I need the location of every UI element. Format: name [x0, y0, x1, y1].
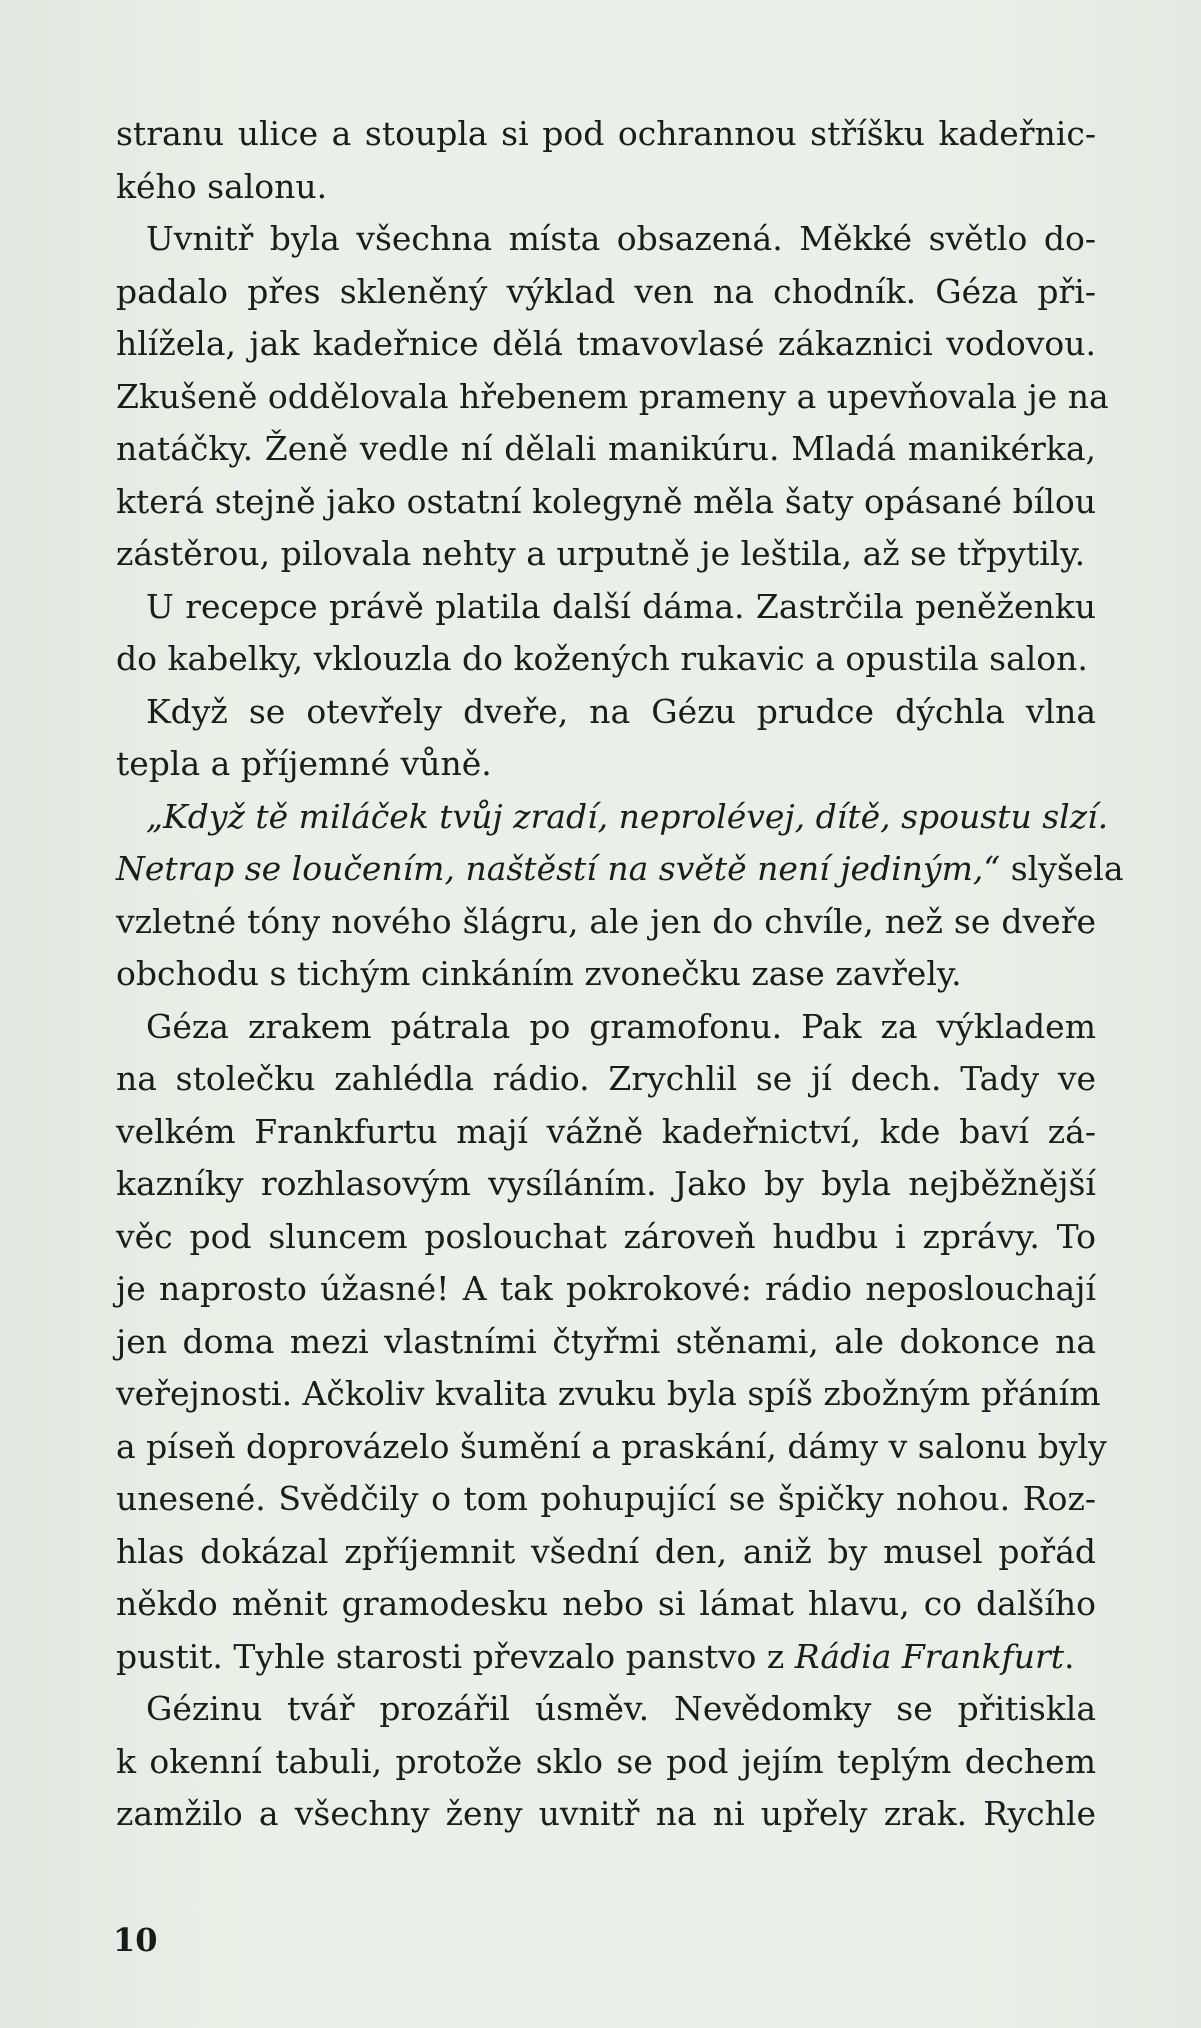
text-line: veřejnosti. Ačkoliv kvalita zvuku byla spíš zbožným přáním: [116, 1374, 1101, 1413]
text-line: obchodu s tichým cinkáním zvonečku zase zavřely.: [116, 954, 962, 993]
text-line: Když se otevřely dveře, na Gézu prudce dýchla vlna: [146, 691, 1096, 731]
text-line: a píseň doprovázelo šumění a praskání, dámy v salonu byly: [116, 1426, 1107, 1466]
text-line: kazníky rozhlasovým vysíláním. Jako by byla nejběžnější: [116, 1164, 1096, 1203]
text-line: kého salonu.: [116, 166, 328, 206]
text-line: jen doma mezi vlastními čtyřmi stěnami, ale dokonce na: [116, 1321, 1096, 1361]
text-line: do kabelky, vklouzla do kožených rukavic a opustila salon.: [116, 639, 1088, 678]
text-line: natáčky. Ženě vedle ní dělali manikúru. Mladá manikérka,: [116, 429, 1096, 468]
text-line: věc pod sluncem poslouchat zároveň hudbu i zprávy. To: [116, 1216, 1096, 1256]
text-line: Uvnitř byla všechna místa obsazená. Měkké světlo do-: [146, 219, 1096, 258]
text-line: Géza zrakem pátrala po gramofonu. Pak za výkladem: [146, 1006, 1096, 1046]
body-text: [116, 108, 1124, 1841]
text-line-mixed: Netrap se loučením, naštěstí na světě není jediným,“ slyšela: [116, 849, 1124, 888]
text-line: k okenní tabuli, protože sklo se pod jejím teplým dechem: [116, 1741, 1096, 1781]
text-line: která stejně jako ostatní kolegyně měla šaty opásané bílou: [116, 481, 1096, 521]
text-line: pustit. Tyhle starosti převzalo panstvo z Rádia Frankfurt.: [116, 1636, 1075, 1676]
text-line: padalo přes skleněný výklad ven na chodník. Géza při-: [116, 271, 1096, 311]
text-line: vzletné tóny nového šlágru, ale jen do chvíle, než se dveře: [116, 901, 1096, 941]
text-line: Zkušeně oddělovala hřebenem prameny a upevňovala je na: [116, 376, 1109, 416]
text-line: zamžilo a všechny ženy uvnitř na ni upřely zrak. Rychle: [116, 1794, 1096, 1833]
text-line: stranu ulice a stoupla si pod ochrannou stříšku kadeřnic-: [116, 114, 1096, 153]
text-line: někdo měnit gramodesku nebo si lámat hlavu, co dalšího: [116, 1584, 1096, 1623]
text-line: unesené. Svědčily o tom pohupující se špičky nohou. Roz-: [116, 1479, 1096, 1518]
text-line-italic: „Když tě miláček tvůj zradí, neprolévej, dítě, spoustu slzí.: [146, 796, 1109, 836]
text-line: zástěrou, pilovala nehty a urputně je leštila, až se třpytily.: [116, 534, 1086, 573]
text-line: na stolečku zahlédla rádio. Zrychlil se jí dech. Tady ve: [116, 1059, 1096, 1098]
text-line: je naprosto úžasné! A tak pokrokové: rádio neposlouchají: [116, 1269, 1096, 1308]
page-number: 10: [113, 1921, 158, 1959]
text-line: hlížela, jak kadeřnice dělá tmavovlasé zákaznici vodovou.: [116, 324, 1096, 363]
text-line: velkém Frankfurtu mají vážně kadeřnictví, kde baví zá-: [116, 1111, 1096, 1151]
text-line: Gézinu tvář prozářil úsměv. Nevědomky se přitiskla: [146, 1689, 1096, 1728]
text-line: tepla a příjemné vůně.: [116, 744, 492, 783]
text-line: hlas dokázal zpříjemnit všední den, aniž by musel pořád: [116, 1531, 1096, 1571]
text-line: U recepce právě platila další dáma. Zastrčila peněženku: [146, 586, 1096, 626]
